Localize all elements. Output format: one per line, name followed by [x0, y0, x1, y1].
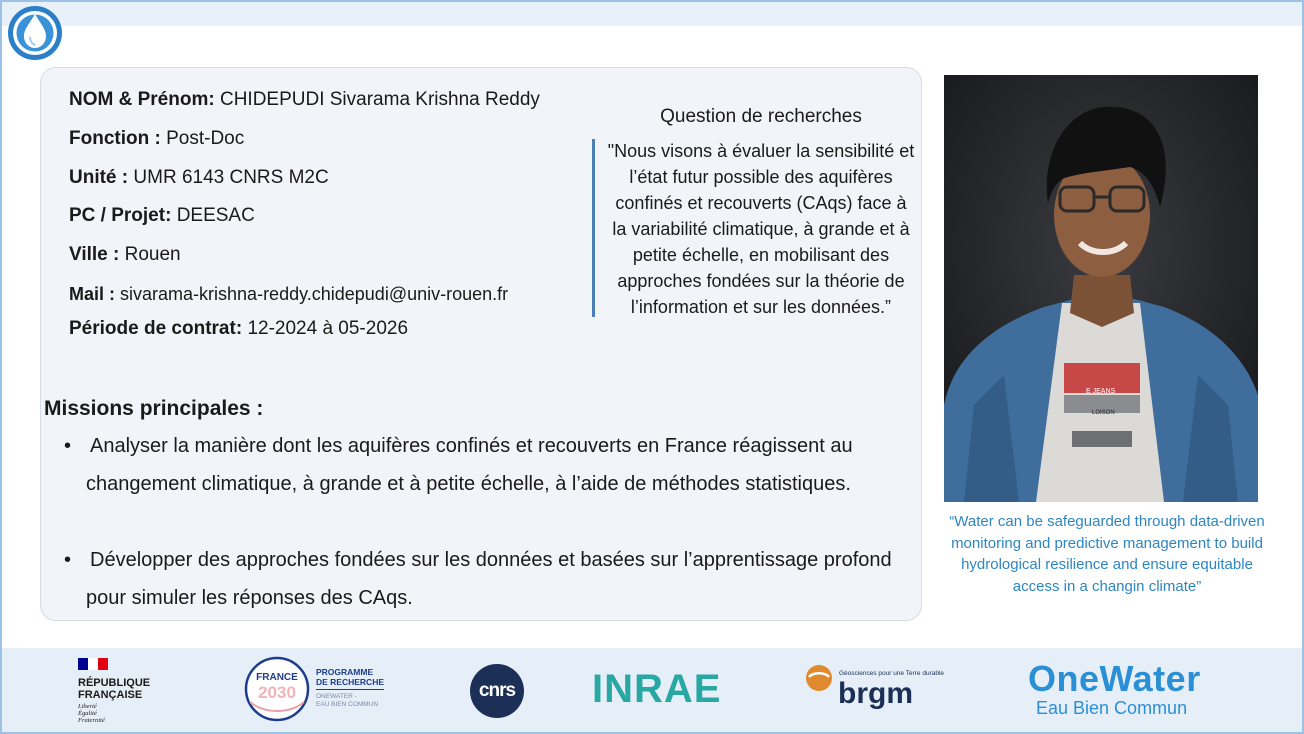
bullet-icon: • — [64, 435, 72, 457]
brgm-tagline: Géosciences pour une Terre durable — [839, 670, 945, 677]
programme-line-2: DE RECHERCHE — [316, 677, 384, 690]
field-periode-value: 12-2024 à 05-2026 — [247, 318, 409, 339]
missions-title: Missions principales : — [44, 397, 264, 420]
field-mail — [69, 284, 508, 305]
onewater-title: OneWater — [1028, 658, 1201, 699]
field-mail-label: Mail : — [69, 284, 116, 304]
field-fonction-value: Post-Doc — [166, 128, 245, 149]
programme-line-3: ONEWATER - — [316, 693, 357, 700]
france-word: FRANCE — [256, 672, 298, 683]
brgm-sphere-icon — [805, 664, 833, 692]
mission-item-1 — [64, 427, 914, 503]
republique-francaise-logo — [78, 657, 188, 725]
mission-item-1-text: Analyser la manière dont les aquifères confinés et recouverts en France réagissent au changement climatique, à grande et à petite échelle, à l’aide de méthodes statistiques. — [86, 435, 853, 495]
field-unite-label: Unité : — [69, 167, 129, 188]
top-band — [2, 2, 1302, 26]
onewater-logo — [1028, 660, 1238, 722]
field-mail-value[interactable]: sivarama-krishna-reddy.chidepudi@univ-rouen.fr — [120, 284, 509, 304]
republique-line-1: RÉPUBLIQUE — [78, 677, 151, 689]
research-question-text: "Nous visons à évaluer la sensibilité et l’état futur possible des aquifères confinés et recouverts (CAqs) face à la variabilité climatique, à grande et à petite échelle, en mobilisant des approches fondées sur la théorie de l’information et sur les données.” — [607, 141, 915, 317]
bullet-icon: • — [64, 549, 72, 571]
field-fonction-label: Fonction : — [69, 128, 161, 149]
shirt-print-loison: LOISON — [1092, 410, 1115, 416]
mission-item-2 — [64, 541, 914, 617]
field-ville — [69, 244, 181, 266]
france-year: 2030 — [258, 683, 296, 702]
devise-egalite: Égalité — [78, 710, 97, 717]
water-quote: “Water can be safeguarded through data-driven monitoring and predictive management to build hydrological resilience and ensure equitable access in a changin climate” — [949, 513, 1265, 595]
cnrs-text: cnrs — [478, 680, 516, 701]
field-name-label: NOM & Prénom: — [69, 89, 215, 110]
brgm-text: brgm — [838, 677, 913, 710]
france-2030-logo — [244, 656, 394, 724]
field-name-value: CHIDEPUDI Sivarama Krishna Reddy — [219, 89, 540, 110]
programme-line-4: EAU BIEN COMMUN — [316, 701, 379, 708]
programme-line-1: PROGRAMME — [316, 667, 374, 677]
field-periode-label: Période de contrat: — [69, 318, 243, 339]
water-drop-logo — [6, 4, 64, 62]
field-projet-value: DEESAC — [176, 205, 255, 226]
devise-liberte: Liberté — [78, 703, 97, 710]
field-ville-label: Ville : — [69, 244, 120, 265]
portrait-photo — [944, 75, 1258, 502]
inrae-logo: INRAE — [592, 667, 722, 711]
field-unite — [69, 167, 329, 189]
marianne-flag-icon — [78, 658, 108, 670]
field-name — [69, 89, 540, 111]
shirt-print-jeans: E JEANS — [1086, 388, 1116, 395]
cnrs-logo — [470, 664, 524, 718]
mission-item-2-text: Développer des approches fondées sur les données et basées sur l’apprentissage profond pour simuler les réponses des CAqs. — [86, 549, 892, 609]
research-divider — [592, 139, 595, 317]
field-projet-label: PC / Projet: — [69, 205, 172, 226]
devise-fraternite: Fraternité — [78, 717, 105, 724]
field-periode — [69, 318, 408, 340]
brgm-logo — [805, 662, 965, 722]
field-ville-value: Rouen — [124, 244, 181, 265]
field-unite-value: UMR 6143 CNRS M2C — [133, 167, 329, 188]
portrait-illustration — [944, 75, 1258, 502]
onewater-subtitle: Eau Bien Commun — [1036, 698, 1188, 718]
research-title: Question de recherches — [660, 106, 862, 127]
field-projet — [69, 205, 255, 227]
field-fonction — [69, 128, 244, 150]
republique-line-2: FRANÇAISE — [78, 689, 143, 701]
